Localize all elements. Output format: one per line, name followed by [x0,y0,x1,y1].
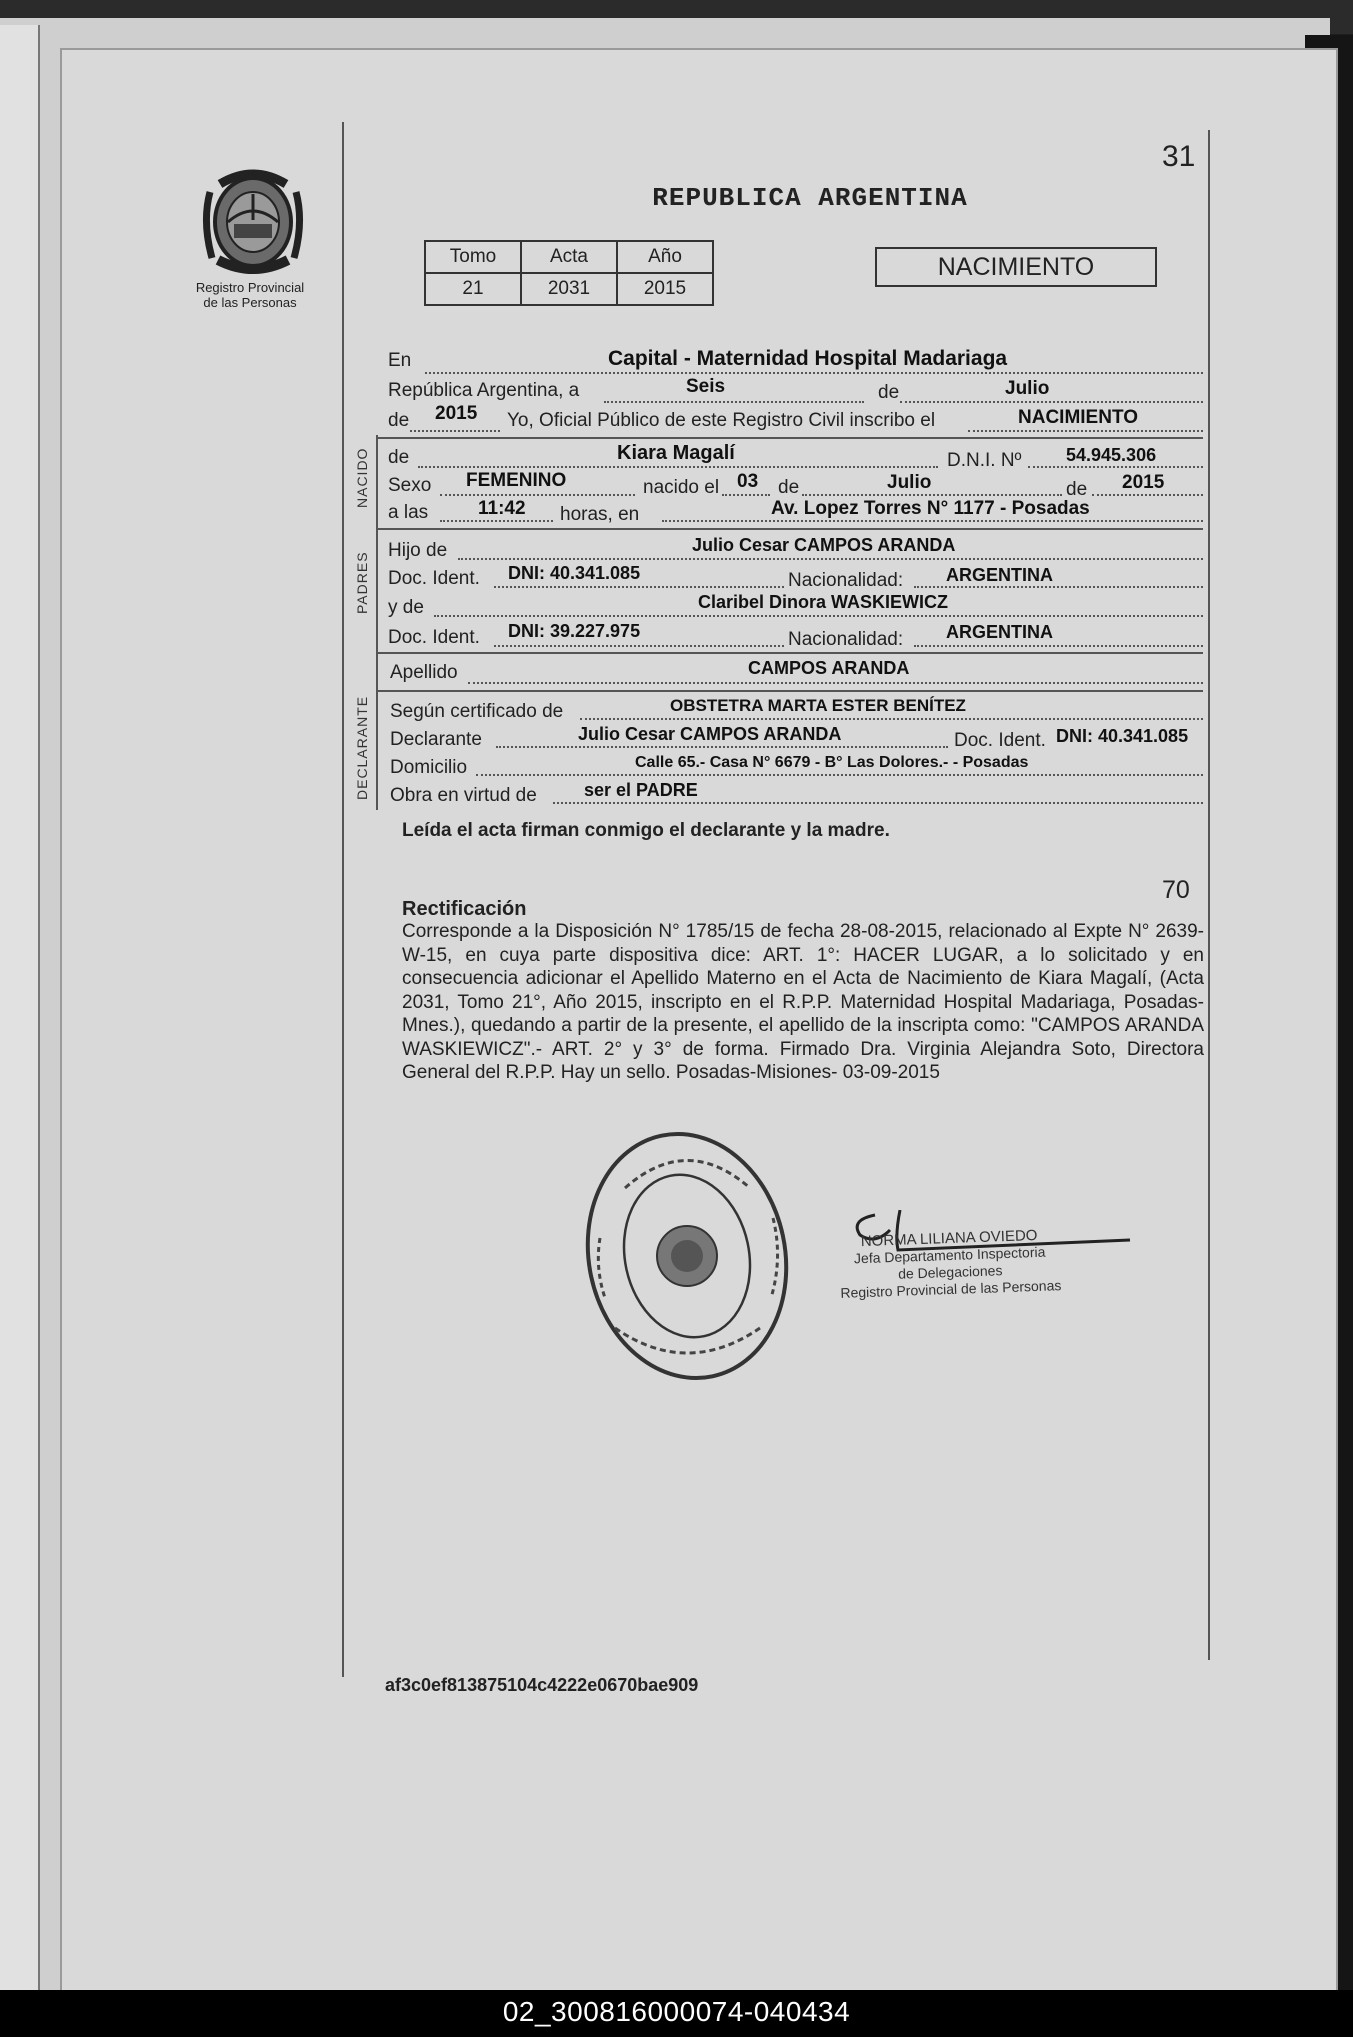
left-binding-strip [0,25,40,1995]
father-value: Julio Cesar CAMPOS ARANDA [692,535,956,555]
apellido-label: Apellido [390,662,458,683]
father-doc-value: DNI: 40.341.085 [508,563,641,583]
section-divider [378,437,1203,439]
section-divider [378,690,1203,692]
section-line [376,435,378,810]
obra-label: Obra en virtud de [390,785,537,806]
page-number: 31 [1162,140,1196,173]
declarante-label: Declarante [390,729,482,750]
dotted-line [914,586,1203,588]
father-nat-label: Nacionalidad: [788,570,904,591]
nacido-el-label: nacido el [643,477,720,498]
dni-value: 54.945.306 [1066,445,1157,465]
domicilio-value: Calle 65.- Casa N° 6679 - B° Las Dolores.- - Posadas [635,754,1029,771]
dotted-line [468,682,1203,684]
signer-role-1: Jefa Departamento Inspectoria [853,1243,1046,1267]
signer-name: NORMA LILIANA OVIEDO [860,1226,1038,1251]
sexo-label: Sexo [388,475,432,496]
mother-nat-label: Nacionalidad: [788,629,904,650]
birth-month-value: Julio [887,472,932,493]
birth-day-value: 03 [737,471,759,492]
signer-role-2: de Delegaciones [897,1262,1003,1282]
name-value: Kiara Magalí [617,442,735,464]
certificado-label: Según certificado de [390,701,564,722]
table-header-anio: Año [617,241,713,273]
closing-statement: Leída el acta firman conmigo el declarante y la madre. [402,820,890,841]
side-label-nacido: NACIDO [354,447,370,508]
time-value: 11:42 [478,498,526,519]
father-nat-value: ARGENTINA [946,565,1053,585]
rectificacion-title: Rectificación [402,898,527,920]
y-de-label: y de [388,597,424,618]
table-row [425,241,713,273]
dotted-line [802,494,1062,496]
dotted-line [604,401,864,403]
footer-bar [0,1990,1353,2037]
footer-code: 02_300816000074-040434 [502,1996,851,2027]
note-number: 70 [1162,876,1190,904]
official-seal-stamp [585,1128,790,1383]
dotted-line [494,586,784,588]
horas-en-label: horas, en [560,504,640,525]
mother-doc-value: DNI: 39.227.975 [508,621,641,641]
de-year-label: de [388,410,410,431]
record-type-box: NACIMIENTO [875,247,1157,287]
table-header-acta: Acta [521,241,617,273]
table-cell-tomo: 21 [425,273,521,305]
dotted-line [410,430,500,432]
day-word-value: Seis [686,376,726,397]
dotted-line [440,494,635,496]
dni-label: D.N.I. Nº [947,450,1022,471]
dotted-line [440,520,553,522]
birth-year-value: 2015 [1122,472,1165,493]
en-label: En [388,350,412,371]
dotted-line [494,645,784,647]
dotted-line [434,615,1203,617]
left-margin-line [342,122,344,1677]
country-title: REPUBLICA ARGENTINA [652,183,968,213]
register-table [424,240,714,306]
dotted-line [914,645,1203,647]
section-divider [378,652,1203,654]
mother-doc-label: Doc. Ident. [388,627,480,648]
decl-doc-label: Doc. Ident. [954,730,1046,751]
registry-logo-caption [180,280,320,310]
right-margin-line [1208,130,1210,1660]
certificado-value: OBSTETRA MARTA ESTER BENÍTEZ [670,696,966,715]
month-value: Julio [1005,378,1050,399]
de-label: de [878,382,900,403]
mother-nat-value: ARGENTINA [946,622,1053,642]
republica-label: República Argentina, a [388,380,580,401]
section-divider [378,528,1203,530]
year-value: 2015 [435,403,478,424]
place-value: Capital - Maternidad Hospital Madariaga [608,347,1008,370]
declarante-value: Julio Cesar CAMPOS ARANDA [578,724,842,744]
sexo-value: FEMENINO [466,470,567,491]
registry-line-1: Registro Provincial [195,280,305,295]
dotted-line [1092,494,1203,496]
dotted-line [580,718,1203,720]
table-cell-acta: 2031 [521,273,617,305]
record-value: NACIMIENTO [1018,407,1138,428]
dotted-line [458,558,1203,560]
de-month-label: de [778,477,800,498]
dotted-line [496,746,948,748]
decl-doc-value: DNI: 40.341.085 [1056,726,1189,746]
dotted-line [900,401,1203,403]
table-row [425,273,713,305]
obra-value: ser el PADRE [584,780,698,800]
de-birth-year-label: de [1066,479,1088,500]
dotted-line [662,520,1203,522]
domicilio-label: Domicilio [390,757,468,778]
dotted-line [722,494,770,496]
side-label-padres: PADRES [354,551,370,614]
oficial-text: Yo, Oficial Público de este Registro Civil inscribo el [507,410,936,431]
dotted-line [418,466,938,468]
table-cell-anio: 2015 [617,273,713,305]
misiones-coat-of-arms-logo [198,162,308,280]
signer-role-3: Registro Provincial de las Personas [840,1277,1062,1301]
signature-caption [829,1226,1071,1302]
dotted-line [968,430,1203,432]
rectificacion-body: Corresponde a la Disposición N° 1785/15 de fecha 28-08-2015, relacionado al Expte N° 2639-W-15, en cuya parte dispositiva dice: ART. 1°: HACER LUGAR, a lo solicitado y en consecuencia adicionar el Apellido Materno en el Acta de Nacimiento de Kiara Magalí, (Acta 2031, Tomo 21°, Año 2015, inscripto en el R.P.P. Maternidad Hospital Madariaga, Posadas-Mnes.), quedando a partir de la presente, el apellido de la inscripta como: "CAMPOS ARANDA WASKIEWICZ".- ART. 2° y 3° de forma. Firmado Dra. Virginia Alejandra Soto, Directora General del R.P.P. Hay un sello. Posadas-Misiones- 03-09-2015 [402,921,1204,1083]
dotted-line [1028,466,1203,468]
document-hash: af3c0ef813875104c4222e0670bae909 [385,1675,699,1695]
table-header-tomo: Tomo [425,241,521,273]
address-value: Av. Lopez Torres N° 1177 - Posadas [771,498,1090,519]
dotted-line [553,802,1203,804]
surname-value: CAMPOS ARANDA [748,658,910,678]
hijo-de-label: Hijo de [388,540,448,561]
father-doc-label: Doc. Ident. [388,568,480,589]
side-label-declarante: DECLARANTE [354,695,370,800]
dotted-line [425,372,1203,374]
registry-line-2: de las Personas [203,295,297,310]
mother-value: Claribel Dinora WASKIEWICZ [698,592,949,612]
a-las-label: a las [388,502,429,523]
dotted-line [476,774,1203,776]
de-name-label: de [388,447,410,468]
